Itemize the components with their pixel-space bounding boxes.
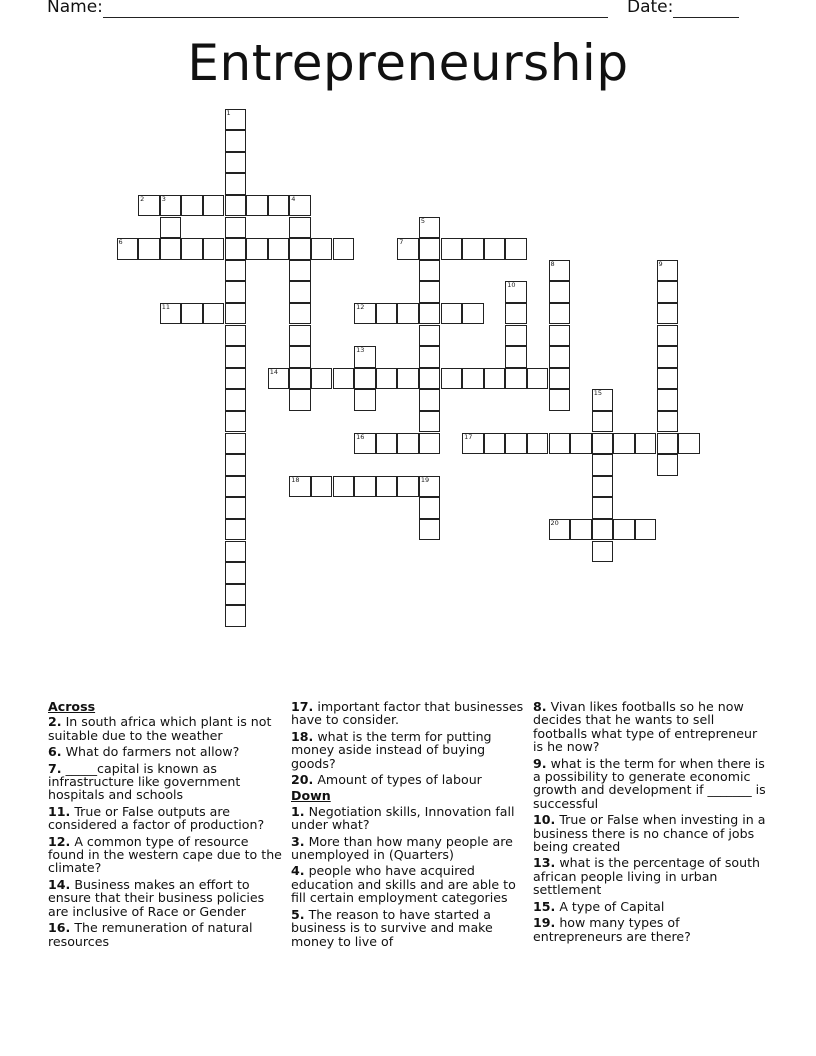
grid-cell[interactable] [592,411,614,433]
cell-number: 2 [140,194,145,203]
grid-cell[interactable] [678,433,700,455]
date-label: Date: [627,0,679,17]
grid-cell[interactable] [354,476,376,498]
clue-down-1: 1. Negotiation skills, Innovation fall under what? [291,803,515,833]
grid-cell[interactable] [376,368,398,390]
grid-cell[interactable] [311,476,333,498]
grid-cell[interactable] [354,303,376,325]
grid-cell[interactable] [225,195,247,217]
grid-cell[interactable] [225,497,247,519]
clue-across-17: 17. important factor that businesses have to consider. [291,699,524,728]
grid-cell[interactable] [333,476,355,498]
cell-number: 3 [161,194,166,203]
grid-cell[interactable] [160,217,182,239]
grid-cell[interactable] [225,433,247,455]
grid-cell[interactable] [138,238,160,260]
clue-across-16: 16. The remuneration of natural resources [48,920,253,949]
grid-cell[interactable] [397,476,419,498]
grid-cell[interactable] [225,109,247,131]
clue-across-7: 7. _____capital is known as infrastructure like government hospitals and schools [48,760,241,803]
cell-number: 1 [226,108,231,117]
grid-cell[interactable] [419,497,441,519]
grid-cell[interactable] [657,260,679,282]
clue-across-2: 2. In south africa which plant is not suitable due to the weather [48,714,272,743]
grid-cell[interactable] [289,195,311,217]
grid-cell[interactable] [657,368,679,390]
clue-down-4: 4. people who have acquired education and skills and are able to fill certain employment categories [291,863,516,906]
grid-cell[interactable] [333,368,355,390]
name-label: Name: [47,0,109,17]
grid-cell[interactable] [117,238,139,260]
grid-cell[interactable] [225,562,247,584]
grid-cell[interactable] [289,368,311,390]
grid-cell[interactable] [613,433,635,455]
grid-cell[interactable] [289,281,311,303]
grid-cell[interactable] [549,260,571,282]
clue-across-20: 20. Amount of types of labour [291,772,482,788]
grid-cell[interactable] [570,433,592,455]
grid-cell[interactable] [592,519,614,541]
clue-down-9: 9. what is the term for when there is a possibility to generate economic growth and development if _______ is successful [533,755,766,811]
grid-cell[interactable] [225,238,247,260]
grid-cell[interactable] [397,368,419,390]
grid-cell[interactable] [289,346,311,368]
grid-cell[interactable] [657,303,679,325]
grid-cell[interactable] [225,346,247,368]
grid-cell[interactable] [505,238,527,260]
grid-cell[interactable] [549,346,571,368]
cell-number: 19 [420,475,430,484]
grid-cell[interactable] [268,368,290,390]
grid-cell[interactable] [181,303,203,325]
grid-cell[interactable] [289,303,311,325]
cell-number: 7 [399,238,404,247]
grid-cell[interactable] [549,281,571,303]
cell-number: 4 [291,194,296,203]
grid-cell[interactable] [657,281,679,303]
grid-cell[interactable] [441,303,463,325]
grid-cell[interactable] [225,217,247,239]
cell-number: 13 [356,346,365,355]
grid-cell[interactable] [225,541,247,563]
grid-cell[interactable] [549,368,571,390]
grid-cell[interactable] [549,389,571,411]
grid-cell[interactable] [289,238,311,260]
cell-number: 8 [550,259,555,268]
grid-cell[interactable] [549,433,571,455]
grid-cell[interactable] [225,173,247,195]
cell-number: 16 [356,432,365,441]
grid-cell[interactable] [419,411,441,433]
down-heading: Down [291,788,331,804]
grid-cell[interactable] [549,303,571,325]
grid-cell[interactable] [289,217,311,239]
clue-down-10: 10. True or False when investing in a business there is no chance of jobs being created [533,812,766,855]
clue-down-8: 8. Vivan likes footballs so he now decides that he wants to sell footballs what type of entrepreneur is he now? [533,699,758,755]
grid-cell[interactable] [225,368,247,390]
grid-cell[interactable] [462,433,484,455]
grid-cell[interactable] [289,260,311,282]
grid-cell[interactable] [376,433,398,455]
grid-cell[interactable] [225,476,247,498]
grid-cell[interactable] [505,346,527,368]
grid-cell[interactable] [419,238,441,260]
grid-cell[interactable] [657,325,679,347]
clues-column-2 [291,700,527,951]
grid-cell[interactable] [419,389,441,411]
grid-cell[interactable] [484,238,506,260]
grid-cell[interactable] [657,389,679,411]
grid-cell[interactable] [441,238,463,260]
cell-number: 5 [420,216,426,225]
grid-cell[interactable] [225,281,247,303]
grid-cell[interactable] [462,368,484,390]
cell-number: 10 [507,281,516,290]
grid-cell[interactable] [160,303,182,325]
grid-cell[interactable] [505,325,527,347]
grid-cell[interactable] [181,238,203,260]
grid-cell[interactable] [397,433,419,455]
cell-number: 20 [550,518,559,527]
grid-cell[interactable] [246,238,268,260]
clues-column-1 [48,700,284,951]
grid-cell[interactable] [419,519,441,541]
grid-cell[interactable] [268,238,290,260]
grid-cell[interactable] [419,217,441,239]
grid-cell[interactable] [376,476,398,498]
cell-number: 15 [593,389,602,398]
grid-cell[interactable] [657,454,679,476]
clue-down-3: 3. More than how many people are unemployed in (Quarters) [291,833,513,863]
cell-number: 9 [658,259,663,268]
grid-cell[interactable] [419,303,441,325]
grid-cell[interactable] [657,433,679,455]
cell-number: 18 [291,475,300,484]
grid-cell[interactable] [225,303,247,325]
grid-cell[interactable] [225,260,247,282]
clue-down-13: 13. what is the percentage of south african people living in urban settlement [533,855,760,898]
grid-cell[interactable] [419,325,441,347]
grid-cell[interactable] [592,454,614,476]
grid-cell[interactable] [138,195,160,217]
grid-cell[interactable] [354,433,376,455]
grid-cell[interactable] [225,130,247,152]
clue-across-14: 14. Business makes an effort to ensure that their business policies are inclusive of Race or Gender [48,876,265,919]
cell-number: 11 [161,302,170,311]
grid-cell[interactable] [505,368,527,390]
grid-cell[interactable] [613,519,635,541]
grid-cell[interactable] [225,389,247,411]
clue-across-12: 12. A common type of resource found in the western cape due to the climate? [48,833,282,876]
grid-cell[interactable] [203,195,225,217]
grid-cell[interactable] [397,238,419,260]
grid-cell[interactable] [203,238,225,260]
grid-cell[interactable] [592,541,614,563]
grid-cell[interactable] [268,195,290,217]
grid-cell[interactable] [484,433,506,455]
grid-cell[interactable] [311,238,333,260]
grid-cell[interactable] [419,368,441,390]
grid-cell[interactable] [462,303,484,325]
grid-cell[interactable] [246,195,268,217]
grid-cell[interactable] [505,303,527,325]
grid-cell[interactable] [635,433,657,455]
grid-cell[interactable] [549,325,571,347]
grid-cell[interactable] [419,476,441,498]
grid-cell[interactable] [225,605,247,627]
grid-cell[interactable] [160,238,182,260]
grid-cell[interactable] [311,368,333,390]
clues-column-3 [533,700,769,946]
grid-cell[interactable] [635,519,657,541]
grid-cell[interactable] [397,303,419,325]
grid-cell[interactable] [657,346,679,368]
grid-cell[interactable] [354,368,376,390]
grid-cell[interactable] [376,303,398,325]
page-title: Entrepreneurship [187,34,629,92]
grid-cell[interactable] [657,411,679,433]
clue-down-19: 19. how many types of entrepreneurs are there? [533,915,691,944]
grid-cell[interactable] [419,260,441,282]
grid-cell[interactable] [419,346,441,368]
grid-cell[interactable] [160,195,182,217]
grid-cell[interactable] [333,238,355,260]
grid-cell[interactable] [592,389,614,411]
grid-cell[interactable] [505,281,527,303]
grid-cell[interactable] [203,303,225,325]
grid-cell[interactable] [289,476,311,498]
grid-cell[interactable] [225,519,247,541]
cell-number: 17 [464,432,473,441]
cell-number: 12 [356,302,365,311]
clue-across-11: 11. True or False outputs are considered a factor of production? [48,803,265,833]
grid-cell[interactable] [570,519,592,541]
grid-cell[interactable] [419,281,441,303]
across-heading: Across [48,699,96,714]
grid-cell[interactable] [549,519,571,541]
grid-cell[interactable] [225,152,247,174]
grid-cell[interactable] [419,433,441,455]
grid-cell[interactable] [225,584,247,606]
cell-number: 6 [118,238,123,247]
grid-cell[interactable] [484,368,506,390]
grid-cell[interactable] [592,433,614,455]
clue-across-6: 6. What do farmers not allow? [48,744,240,760]
grid-cell[interactable] [225,454,247,476]
grid-cell[interactable] [354,346,376,368]
grid-cell[interactable] [527,433,549,455]
clue-down-5: 5. The reason to have started a business is to survive and make money to live of [291,906,493,949]
grid-cell[interactable] [181,195,203,217]
grid-cell[interactable] [441,368,463,390]
grid-cell[interactable] [592,497,614,519]
grid-cell[interactable] [592,476,614,498]
grid-cell[interactable] [505,433,527,455]
grid-cell[interactable] [225,411,247,433]
grid-cell[interactable] [289,389,311,411]
clue-across-18: 18. what is the term for putting money aside instead of buying goods? [291,728,492,771]
cell-number: 14 [269,367,278,376]
grid-cell[interactable] [289,325,311,347]
grid-cell[interactable] [462,238,484,260]
grid-cell[interactable] [225,325,247,347]
grid-cell[interactable] [527,368,549,390]
grid-cell[interactable] [354,389,376,411]
clue-down-15: 15. A type of Capital [533,898,665,914]
